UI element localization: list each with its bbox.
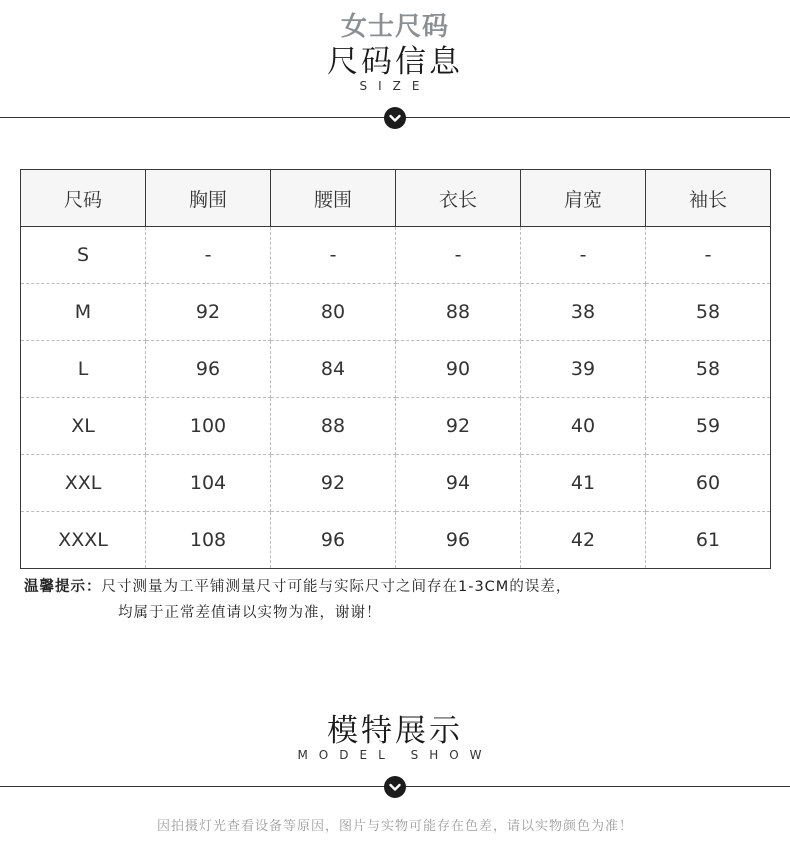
table-cell: XL bbox=[21, 398, 146, 455]
table-header: 肩宽 bbox=[521, 170, 646, 227]
table-cell: 80 bbox=[271, 284, 396, 341]
table-cell: 96 bbox=[396, 512, 521, 569]
size-title: 尺码信息 bbox=[327, 44, 463, 80]
table-cell: 96 bbox=[271, 512, 396, 569]
model-subtitle: MODEL SHOW bbox=[297, 748, 493, 762]
chevron-down-icon bbox=[384, 107, 406, 129]
size-badge: 女士尺码 bbox=[340, 12, 449, 42]
table-cell: 39 bbox=[521, 341, 646, 398]
table-cell: 38 bbox=[521, 284, 646, 341]
table-cell: - bbox=[396, 227, 521, 284]
model-title: 模特展示 bbox=[327, 713, 463, 749]
size-note bbox=[24, 574, 571, 626]
table-cell: M bbox=[21, 284, 146, 341]
table-cell: 92 bbox=[396, 398, 521, 455]
table-cell: - bbox=[521, 227, 646, 284]
table-row bbox=[21, 455, 771, 512]
table-cell: XXL bbox=[21, 455, 146, 512]
table-header: 胸围 bbox=[146, 170, 271, 227]
table-cell: 88 bbox=[271, 398, 396, 455]
table-row bbox=[21, 284, 771, 341]
note-text-2: 均属于正常差值请以实物为准，谢谢！ bbox=[118, 605, 382, 621]
table-cell: L bbox=[21, 341, 146, 398]
table-cell: 90 bbox=[396, 341, 521, 398]
table-header-row bbox=[21, 170, 771, 227]
table-cell: 84 bbox=[271, 341, 396, 398]
table-cell: 108 bbox=[146, 512, 271, 569]
table-cell: 41 bbox=[521, 455, 646, 512]
footer-disclaimer: 因拍摄灯光查看设备等原因，图片与实物可能存在色差，请以实物颜色为准！ bbox=[156, 819, 633, 834]
size-subtitle: SIZE bbox=[359, 79, 431, 93]
table-row bbox=[21, 227, 771, 284]
table-header: 腰围 bbox=[271, 170, 396, 227]
table-cell: 60 bbox=[646, 455, 771, 512]
table-cell: 59 bbox=[646, 398, 771, 455]
table-cell: 92 bbox=[146, 284, 271, 341]
table-row bbox=[21, 341, 771, 398]
table-cell: 88 bbox=[396, 284, 521, 341]
table-cell: S bbox=[21, 227, 146, 284]
table-cell: - bbox=[646, 227, 771, 284]
table-cell: XXXL bbox=[21, 512, 146, 569]
chevron-down-icon bbox=[384, 776, 406, 798]
table-cell: 61 bbox=[646, 512, 771, 569]
table-row bbox=[21, 512, 771, 569]
table-cell: 100 bbox=[146, 398, 271, 455]
size-table bbox=[20, 169, 771, 569]
note-label: 温馨提示： bbox=[24, 579, 102, 595]
table-header: 尺码 bbox=[21, 170, 146, 227]
table-cell: 92 bbox=[271, 455, 396, 512]
table-cell: 58 bbox=[646, 341, 771, 398]
table-cell: 40 bbox=[521, 398, 646, 455]
table-cell: - bbox=[271, 227, 396, 284]
table-cell: 58 bbox=[646, 284, 771, 341]
table-cell: 104 bbox=[146, 455, 271, 512]
table-header: 袖长 bbox=[646, 170, 771, 227]
table-cell: 96 bbox=[146, 341, 271, 398]
note-line-1 bbox=[24, 574, 571, 600]
table-cell: 42 bbox=[521, 512, 646, 569]
table-header: 衣长 bbox=[396, 170, 521, 227]
table-row bbox=[21, 398, 771, 455]
note-text-1: 尺寸测量为工平铺测量尺寸可能与实际尺寸之间存在1-3CM的误差， bbox=[101, 579, 572, 595]
table-cell: - bbox=[146, 227, 271, 284]
table-cell: 94 bbox=[396, 455, 521, 512]
